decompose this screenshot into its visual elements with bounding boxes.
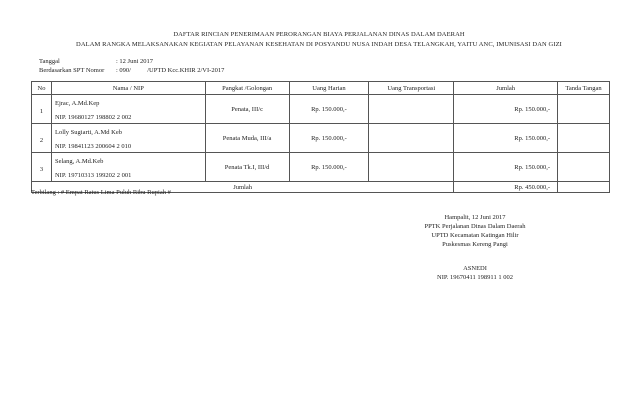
signature-line3: Puskesmas Kereng Pangi [442,241,508,248]
signature-place-date: Hampalit, 12 Juni 2017 [444,214,506,221]
row-harian: Rp. 150.000,- [289,124,369,153]
spt-label: Berdasarkan SPT Nomor [39,67,105,74]
document-subtitle: DALAM RANGKA MELAKSANAKAN KEGIATAN PELAYANAN KESEHATAN DI POSYANDU NUSA INDAH DESA TELANGKAH, YAITU ANC, IMUNISASI DAN GIZI [76,41,562,48]
row-pangkat: Penata, III/c [205,95,289,124]
row-ttd [558,124,610,153]
table-row [32,95,610,124]
total-value: Rp. 450.000,- [454,182,558,193]
signature-nip: NIP. 19670411 198911 1 002 [437,274,513,281]
row-no: 3 [32,153,52,182]
row-no: 2 [32,124,52,153]
col-header-harian: Uang Harian [289,82,369,95]
col-header-nama: Nama / NIP [51,82,205,95]
signature-line1: PPTK Perjalanan Dinas Dalam Daerah [424,223,526,230]
rincian-table [31,81,610,193]
row-harian: Rp. 150.000,- [289,95,369,124]
col-header-transport: Uang Transportasi [369,82,454,95]
signature-line2: UPTD Kecamatan Katingan Hilir [431,232,519,239]
tanggal-label: Tanggal [39,58,60,65]
spt-value: : 090/ /UPTD Kcc.KHIR 2/VI-2017 [116,67,225,74]
row-jumlah: Rp. 150.000,- [454,95,558,124]
row-nama [51,95,205,124]
row-nip: NIP. 19710313 199202 2 001 [54,172,132,179]
row-ttd [558,95,610,124]
row-name: Ejrac, A.Md.Kep [54,100,100,107]
row-name: Lolly Sugiarti, A.Md Keb [54,129,122,136]
row-nama [51,124,205,153]
table-header-row [32,82,610,95]
row-transport [369,95,454,124]
row-nip: NIP. 19841123 200604 2 010 [54,143,132,150]
row-nip: NIP. 19680127 198802 2 002 [54,114,132,121]
row-pangkat: Penata Tk.I, III/d [205,153,289,182]
row-jumlah: Rp. 150.000,- [454,153,558,182]
meta-tanggal [39,58,153,65]
table-row [32,124,610,153]
row-transport [369,153,454,182]
row-jumlah: Rp. 150.000,- [454,124,558,153]
signature-name: ASNEDI [463,265,487,272]
total-label: Jumlah [32,182,454,193]
terbilang-text: Terbilang : # Empat Ratus Lima Puluh Ribu Rupiah # [31,189,171,196]
row-ttd [558,153,610,182]
col-header-pangkat: Pangkat /Golongan [205,82,289,95]
row-pangkat: Penata Muda, III/a [205,124,289,153]
meta-spt [39,67,224,74]
row-name: Selang, A.Md.Keb [54,158,104,165]
signature-name-block [380,264,570,282]
tanggal-value: : 12 Juni 2017 [116,58,154,65]
row-no: 1 [32,95,52,124]
col-header-no: No [32,82,52,95]
row-nama [51,153,205,182]
total-ttd [558,182,610,193]
row-harian: Rp. 150.000,- [289,153,369,182]
row-transport [369,124,454,153]
col-header-ttd: Tanda Tangan [558,82,610,95]
col-header-jumlah: Jumlah [454,82,558,95]
table-row [32,153,610,182]
signature-block [380,213,570,249]
document-title: DAFTAR RINCIAN PENERIMAAN PERORANGAN BIAYA PERJALANAN DINAS DALAM DAERAH [173,31,465,38]
